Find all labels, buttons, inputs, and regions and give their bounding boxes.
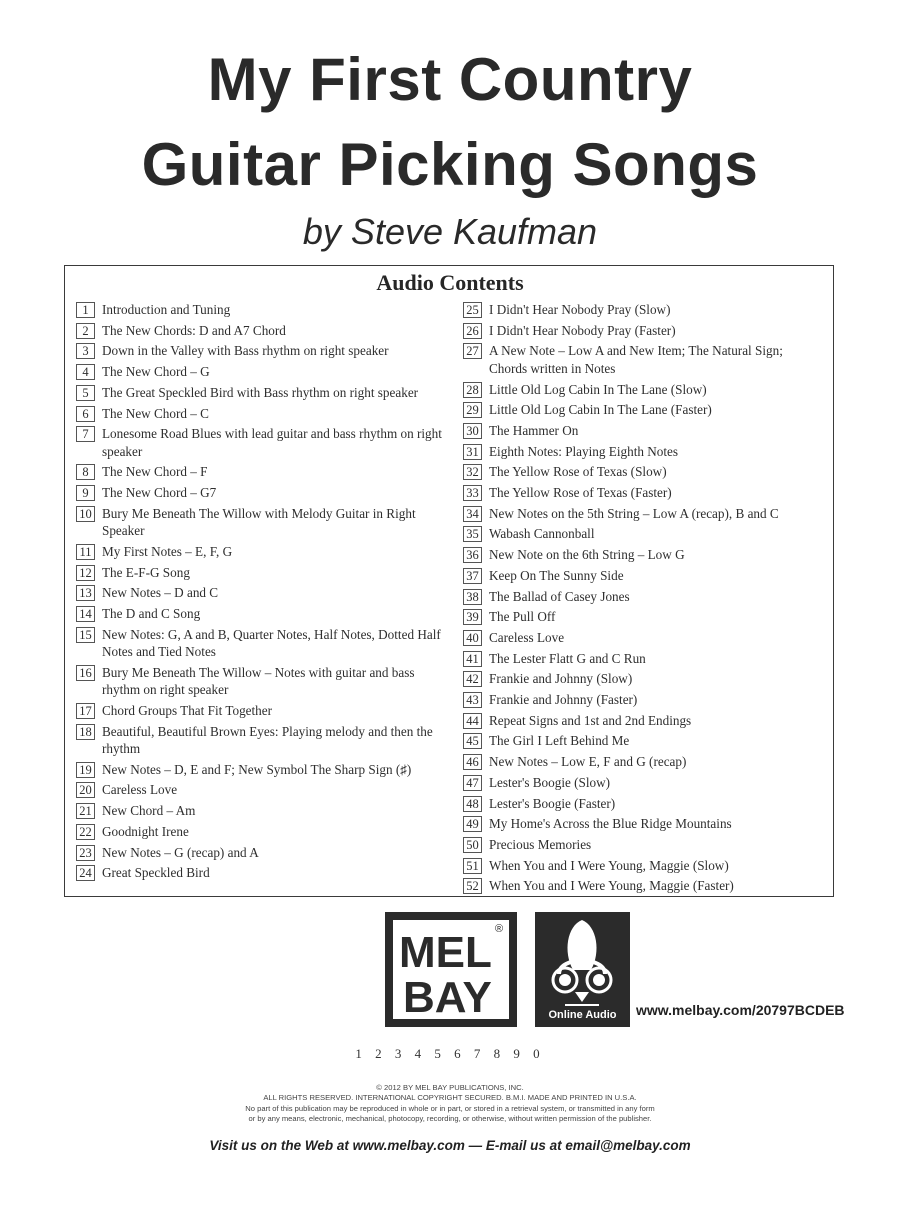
track-item bbox=[76, 844, 446, 861]
track-title: Lester's Boogie (Faster) bbox=[489, 795, 616, 811]
title-line-2: Guitar Picking Songs bbox=[141, 131, 759, 198]
track-title: The Ballad of Casey Jones bbox=[489, 588, 630, 604]
track-title: My First Notes – E, F, G bbox=[102, 543, 233, 559]
track-item bbox=[463, 774, 823, 791]
track-item bbox=[463, 443, 823, 460]
track-item bbox=[463, 505, 823, 522]
track-title: New Notes – D, E and F; New Symbol The Sharp Sign (♯) bbox=[102, 761, 412, 777]
track-title: Chord Groups That Fit Together bbox=[102, 702, 273, 718]
track-number: 45 bbox=[463, 733, 482, 749]
track-title: Precious Memories bbox=[489, 836, 592, 852]
track-item bbox=[463, 608, 823, 625]
track-item bbox=[463, 712, 823, 729]
track-number: 26 bbox=[463, 323, 482, 339]
track-title: The New Chords: D and A7 Chord bbox=[102, 322, 286, 338]
mel-bay-logo bbox=[385, 912, 517, 1027]
track-title: When You and I Were Young, Maggie (Slow) bbox=[489, 857, 729, 873]
track-number: 23 bbox=[76, 845, 95, 861]
track-item bbox=[76, 384, 446, 401]
track-title: Eighth Notes: Playing Eighth Notes bbox=[489, 443, 679, 459]
track-item bbox=[76, 564, 446, 581]
track-title: The New Chord – C bbox=[102, 405, 209, 421]
track-title: The Yellow Rose of Texas (Faster) bbox=[489, 485, 672, 501]
track-item bbox=[463, 401, 823, 418]
track-title: Down in the Valley with Bass rhythm on right speaker bbox=[102, 343, 389, 359]
track-title: The New Chord – F bbox=[102, 464, 208, 480]
track-title: Great Speckled Bird bbox=[102, 865, 210, 881]
track-number: 13 bbox=[76, 585, 95, 601]
track-title: The Hammer On bbox=[489, 422, 579, 438]
track-number: 35 bbox=[463, 526, 482, 542]
track-item bbox=[76, 626, 446, 661]
track-title: Lester's Boogie (Slow) bbox=[489, 774, 611, 790]
track-item bbox=[463, 301, 823, 318]
track-item bbox=[76, 342, 446, 359]
logo-text-mel: MEL bbox=[399, 928, 492, 977]
track-item bbox=[463, 342, 823, 377]
track-number: 30 bbox=[463, 423, 482, 439]
track-number: 28 bbox=[463, 382, 482, 398]
online-audio-label: Online Audio bbox=[548, 1009, 617, 1021]
logo-text-bay: BAY bbox=[403, 973, 492, 1022]
track-item bbox=[76, 781, 446, 798]
track-number: 37 bbox=[463, 568, 482, 584]
track-number: 32 bbox=[463, 464, 482, 480]
track-title: The Girl I Left Behind Me bbox=[489, 733, 630, 749]
visit-web-line: Visit us on the Web at www.melbay.com — E-mail us at email@melbay.com bbox=[209, 1138, 691, 1153]
track-title: Careless Love bbox=[102, 782, 178, 798]
track-number: 48 bbox=[463, 796, 482, 812]
track-number: 47 bbox=[463, 775, 482, 791]
track-item bbox=[76, 405, 446, 422]
track-title: The Lester Flatt G and C Run bbox=[489, 650, 646, 666]
track-number: 52 bbox=[463, 878, 482, 894]
track-title: Beautiful, Beautiful Brown Eyes: Playing melody and then the rhythm bbox=[102, 723, 433, 756]
track-title: Repeat Signs and 1st and 2nd Endings bbox=[489, 712, 692, 728]
track-number: 9 bbox=[76, 485, 95, 501]
track-title: Lonesome Road Blues with lead guitar and bass rhythm on right speaker bbox=[102, 426, 442, 459]
track-item bbox=[76, 723, 446, 758]
track-item bbox=[463, 877, 823, 894]
track-title: New Note on the 6th String – Low G bbox=[489, 547, 685, 563]
track-title: New Chord – Am bbox=[102, 803, 196, 819]
track-number: 6 bbox=[76, 406, 95, 422]
track-title: The E-F-G Song bbox=[102, 564, 190, 580]
track-item bbox=[463, 650, 823, 667]
track-number: 12 bbox=[76, 565, 95, 581]
track-title: The Pull Off bbox=[489, 609, 556, 625]
track-item bbox=[463, 525, 823, 542]
track-item bbox=[463, 463, 823, 480]
track-number: 24 bbox=[76, 865, 95, 881]
track-title: A New Note – Low A and New Item; The Natural Sign; Chords written in Notes bbox=[489, 343, 783, 376]
track-number: 43 bbox=[463, 692, 482, 708]
copyright-line: © 2012 BY MEL BAY PUBLICATIONS, INC. bbox=[376, 1083, 524, 1092]
track-number: 2 bbox=[76, 323, 95, 339]
track-item bbox=[76, 761, 446, 778]
track-item bbox=[463, 381, 823, 398]
track-item bbox=[463, 629, 823, 646]
track-item bbox=[76, 605, 446, 622]
track-title: New Notes on the 5th String – Low A (recap), B and C bbox=[489, 505, 779, 521]
track-title: When You and I Were Young, Maggie (Faster) bbox=[489, 878, 734, 894]
track-title: New Notes – D and C bbox=[102, 585, 219, 601]
track-title: My Home's Across the Blue Ridge Mountains bbox=[489, 816, 732, 832]
track-item bbox=[76, 823, 446, 840]
track-item bbox=[76, 584, 446, 601]
track-number: 44 bbox=[463, 713, 482, 729]
track-item bbox=[76, 802, 446, 819]
track-number: 14 bbox=[76, 606, 95, 622]
track-number: 49 bbox=[463, 816, 482, 832]
track-item bbox=[463, 815, 823, 832]
track-number: 36 bbox=[463, 547, 482, 563]
logo-registered: ® bbox=[495, 923, 504, 935]
author: by Steve Kaufman bbox=[302, 211, 598, 252]
rights-line: ALL RIGHTS RESERVED. INTERNATIONAL COPYRIGHT SECURED. B.M.I. MADE AND PRINTED IN U.S.A. bbox=[263, 1093, 637, 1102]
track-item bbox=[76, 322, 446, 339]
online-audio-badge[interactable] bbox=[535, 912, 630, 1027]
track-number: 39 bbox=[463, 609, 482, 625]
track-number: 17 bbox=[76, 703, 95, 719]
track-title: Goodnight Irene bbox=[102, 823, 189, 839]
track-title: The Yellow Rose of Texas (Slow) bbox=[489, 464, 667, 480]
track-number: 27 bbox=[463, 343, 482, 359]
track-item bbox=[463, 588, 823, 605]
audio-contents-heading: Audio Contents bbox=[376, 270, 524, 295]
track-title: Introduction and Tuning bbox=[102, 302, 231, 317]
track-item bbox=[463, 732, 823, 749]
track-number: 50 bbox=[463, 837, 482, 853]
track-number: 21 bbox=[76, 803, 95, 819]
track-item bbox=[76, 301, 446, 318]
track-item bbox=[463, 484, 823, 501]
track-number: 25 bbox=[463, 302, 482, 318]
track-title: Careless Love bbox=[489, 629, 565, 645]
track-number: 15 bbox=[76, 627, 95, 643]
track-title: Bury Me Beneath The Willow – Notes with guitar and bass rhythm on right speaker bbox=[102, 664, 415, 698]
track-number: 33 bbox=[463, 485, 482, 501]
track-title: The D and C Song bbox=[102, 605, 201, 621]
track-item bbox=[76, 664, 446, 699]
track-item bbox=[76, 484, 446, 501]
track-item bbox=[463, 422, 823, 439]
track-item bbox=[463, 546, 823, 563]
track-title: Little Old Log Cabin In The Lane (Faster) bbox=[489, 402, 712, 418]
print-line: 1 2 3 4 5 6 7 8 9 0 bbox=[355, 1046, 545, 1061]
track-number: 51 bbox=[463, 858, 482, 874]
track-title: The New Chord – G7 bbox=[102, 485, 217, 501]
track-number: 41 bbox=[463, 651, 482, 667]
track-title: The New Chord – G bbox=[102, 364, 210, 380]
track-title: The Great Speckled Bird with Bass rhythm on right speaker bbox=[102, 384, 419, 400]
track-item bbox=[463, 322, 823, 339]
track-number: 5 bbox=[76, 385, 95, 401]
track-number: 19 bbox=[76, 762, 95, 778]
track-number: 7 bbox=[76, 426, 95, 442]
legal-line-3: No part of this publication may be reproduced in whole or in part, or stored in a retrieval system, or transmitted in any form bbox=[245, 1104, 655, 1113]
title-line-1: My First Country bbox=[207, 46, 693, 113]
track-title: New Notes – G (recap) and A bbox=[102, 844, 259, 860]
track-number: 4 bbox=[76, 364, 95, 380]
track-title: Frankie and Johnny (Faster) bbox=[489, 692, 638, 708]
track-number: 38 bbox=[463, 589, 482, 605]
track-item bbox=[463, 691, 823, 708]
track-item bbox=[463, 670, 823, 687]
track-item bbox=[463, 567, 823, 584]
track-item bbox=[76, 543, 446, 560]
track-title: New Notes – Low E, F and G (recap) bbox=[489, 754, 687, 770]
track-item bbox=[463, 836, 823, 853]
track-number: 40 bbox=[463, 630, 482, 646]
track-number: 16 bbox=[76, 665, 95, 681]
track-number: 3 bbox=[76, 343, 95, 359]
track-list-left bbox=[76, 301, 446, 885]
track-title: Keep On The Sunny Side bbox=[489, 567, 624, 583]
track-number: 20 bbox=[76, 782, 95, 798]
track-item bbox=[76, 463, 446, 480]
track-item bbox=[463, 753, 823, 770]
track-number: 10 bbox=[76, 506, 95, 522]
track-number: 22 bbox=[76, 824, 95, 840]
track-number: 29 bbox=[463, 402, 482, 418]
track-title: I Didn't Hear Nobody Pray (Slow) bbox=[489, 302, 671, 317]
track-item bbox=[76, 505, 446, 540]
track-number: 34 bbox=[463, 506, 482, 522]
track-item bbox=[76, 363, 446, 380]
track-number: 46 bbox=[463, 754, 482, 770]
track-number: 11 bbox=[76, 544, 95, 560]
track-title: Frankie and Johnny (Slow) bbox=[489, 671, 633, 687]
track-list-right bbox=[463, 301, 823, 898]
track-title: Little Old Log Cabin In The Lane (Slow) bbox=[489, 381, 707, 397]
track-item bbox=[463, 795, 823, 812]
track-item bbox=[76, 864, 446, 881]
track-number: 1 bbox=[76, 302, 95, 318]
track-number: 42 bbox=[463, 671, 482, 687]
track-item bbox=[463, 857, 823, 874]
track-number: 31 bbox=[463, 444, 482, 460]
track-number: 18 bbox=[76, 724, 95, 740]
track-title: New Notes: G, A and B, Quarter Notes, Half Notes, Dotted Half Notes and Tied Notes bbox=[102, 626, 441, 660]
audio-url-link[interactable]: www.melbay.com/20797BCDEB bbox=[636, 1002, 845, 1018]
track-item bbox=[76, 425, 446, 460]
track-number: 8 bbox=[76, 464, 95, 480]
track-title: Bury Me Beneath The Willow with Melody Guitar in Right Speaker bbox=[102, 505, 416, 539]
track-item bbox=[76, 702, 446, 719]
legal-line-4: or by any means, electronic, mechanical, photocopy, recording, or otherwise, without written permission of the publisher. bbox=[248, 1114, 652, 1123]
track-title: I Didn't Hear Nobody Pray (Faster) bbox=[489, 322, 676, 338]
track-title: Wabash Cannonball bbox=[489, 526, 595, 542]
